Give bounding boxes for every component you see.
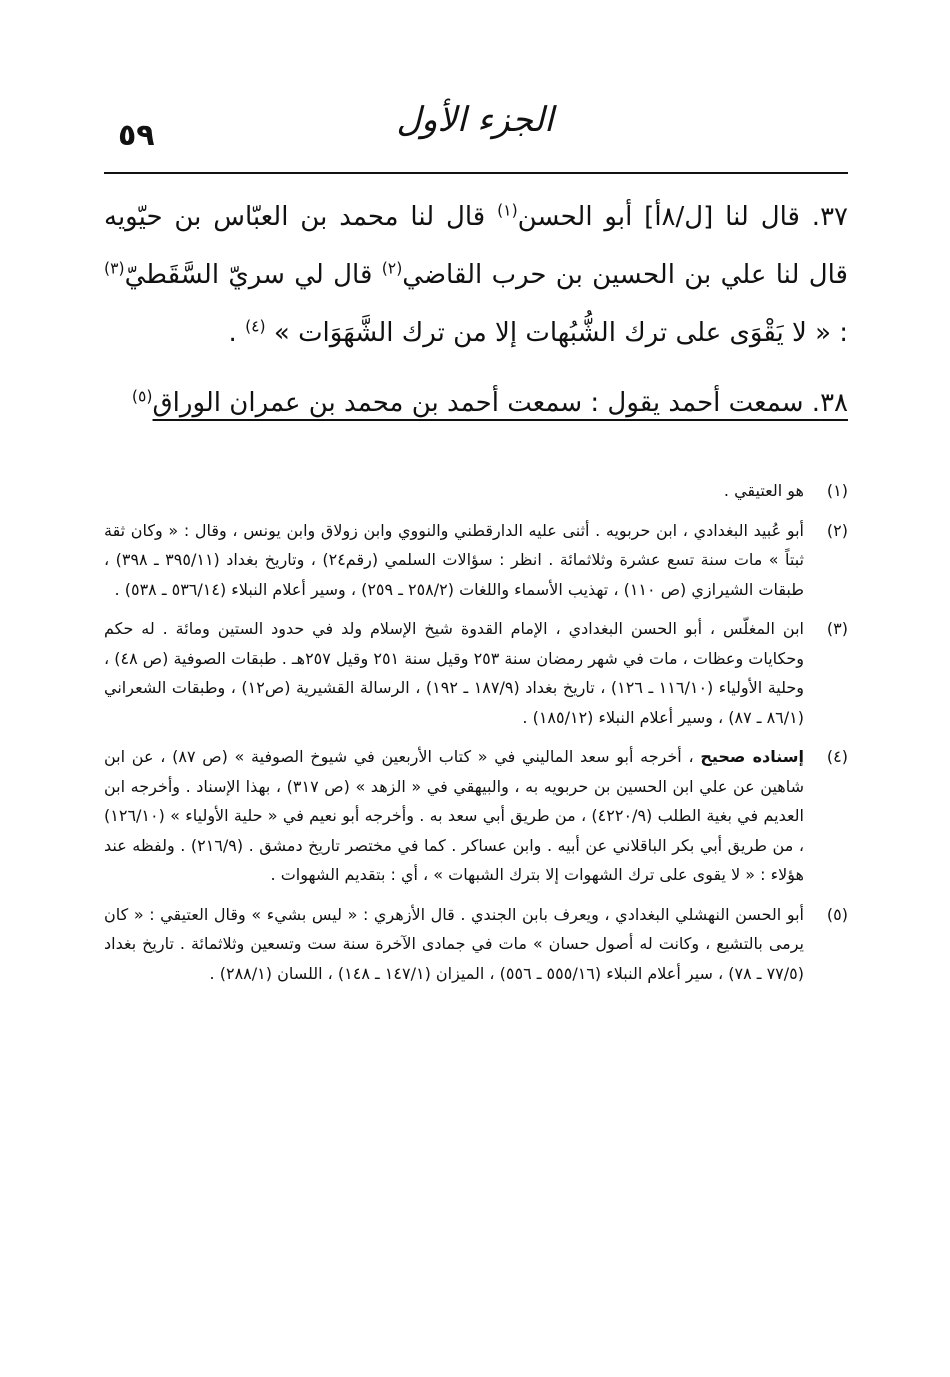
paragraph-37 bbox=[104, 188, 848, 362]
footnote-text: ابن المغلّس ، أبو الحسن البغدادي ، الإمام القدوة شيخ الإسلام ولد في حدود الستين ومائة . له حكم وحكايات وعظات ، مات في شهر رمضان سنة ٢٥٣ وقيل سنة ٢٥١ وقيل ٢٥٧هـ . طبقات الصوفية (ص ٤٨) ، وحلية الأولياء (١١٦/١٠ ـ ١٢٦) ، تاريخ بغداد (١٨٧/٩ ـ ١٩٢) ، الرسالة القشيرية (ص١٢) ، وطبقات الشعراني (٨٦/١ ـ ٨٧) ، وسير أعلام النبلاء (١٨٥/١٢) . bbox=[104, 619, 805, 727]
p38-text: ٣٨. سمعت أحمد يقول : سمعت أحمد بن محمد بن عمران الوراق bbox=[152, 388, 848, 418]
footnote-item bbox=[104, 614, 848, 732]
p37-text-4: : « لا يَقْوَى على ترك الشُّبُهات إلا من ترك الشَّهَوَات » bbox=[265, 318, 848, 348]
p37-text-3: قال لي سريّ السَّقَطيّ bbox=[124, 260, 382, 290]
p37-text: ٣٧. قال لنا [ل/٨أ] أبو الحسن bbox=[517, 202, 849, 232]
footnote-item bbox=[104, 516, 848, 605]
footnote-text: أبو عُبيد البغدادي ، ابن حربويه . أثنى عليه الدارقطني والنووي وابن زولاق وابن يونس ، وقال : « وكان ثقة ثبتاً » مات سنة تسع عشرة وثلاثمائة . انظر : سؤالات السلمي (رقم٢٤) ، وتاريخ بغداد (٣٩٥/١١ ـ ٣٩٨) ، طبقات الشيرازي (ص ١١٠) ، تهذيب الأسماء واللغات (٢٥٨/٢ ـ ٢٥٩) ، وسير أعلام النبلاء (٥٣٦/١٤ ـ ٥٣٨) . bbox=[104, 520, 805, 599]
footnote-text: هو العتيقي . bbox=[723, 481, 804, 500]
main-text bbox=[104, 188, 848, 432]
footnote-text bbox=[104, 742, 804, 890]
footnote-number: (٥) bbox=[826, 904, 848, 924]
header-rule bbox=[104, 172, 848, 174]
footnote-number: (٤) bbox=[826, 747, 848, 766]
footnote-text-rest: ، أخرجه أبو سعد الماليني في « كتاب الأربعين في شيوخ الصوفية » (ص ٨٧) ، عن ابن شاهين عن علي ابن الحسين بن حربويه به ، والبيهقي في « الزهد » (ص ٣١٧) ، بهذا الإسناد . وأخرجه ابن العديم في بغية الطلب (٤٢٢٠/٩) ، من طريق أبي سعد به . وأخرجه أبو نعيم في « حلية الأولياء » (١٢٦/١٠) ، من طريق أبي بكر الباقلاني عن أبيه . وابن عساكر . كما في مختصر تاريخ دمشق . (٢١٦/٩) . ولفظه عند هؤلاء : « لا يقوى على ترك الشهوات إلا بترك الشبهات » ، أي : بتقديم الشهوات . bbox=[104, 747, 805, 884]
footnote-ref-4: (٤) bbox=[245, 317, 266, 336]
paragraph-38 bbox=[104, 374, 848, 432]
running-header-title: الجزء الأول bbox=[396, 100, 554, 140]
footnote-text: أبو الحسن النهشلي البغدادي ، ويعرف بابن الجندي . قال الأزهري : « ليس بشيء » وقال العتيقي : « كان يرمى بالتشيع ، وكانت له أصول حسان » مات في جمادى الآخرة سنة ست وتسعين وثلاثمائة . تاريخ بغداد (٧٧/٥ ـ ٧٨) ، سير أعلام النبلاء (٥٥٥/١٦ ـ ٥٥٦) ، الميزان (١٤٧/١ ـ ١٤٨) ، اللسان (٢٨٨/١) . bbox=[104, 904, 804, 983]
footnote-bold-lead: إسناده صحيح bbox=[700, 747, 804, 766]
page-number: ٥٩ bbox=[118, 118, 155, 153]
footnote-ref-5: (٥) bbox=[131, 387, 153, 406]
footnote-item bbox=[104, 476, 848, 506]
footnote-ref-3: (٣) bbox=[104, 259, 125, 278]
footnote-number: (١) bbox=[826, 481, 848, 500]
footnote-item bbox=[104, 742, 848, 890]
footnote-number: (٣) bbox=[826, 619, 848, 638]
footnote-ref-2: (٢) bbox=[381, 259, 403, 278]
footnote-item bbox=[104, 900, 848, 989]
footnote-ref-1: (١) bbox=[497, 201, 518, 220]
p37-text-5: . bbox=[228, 318, 246, 348]
footnotes bbox=[104, 476, 848, 998]
footnote-number: (٢) bbox=[826, 520, 848, 540]
p37-text-2: قال لنا محمد بن العبّاس بن حيّويه قال لنا علي بن الحسين بن حرب القاضي bbox=[104, 202, 848, 290]
